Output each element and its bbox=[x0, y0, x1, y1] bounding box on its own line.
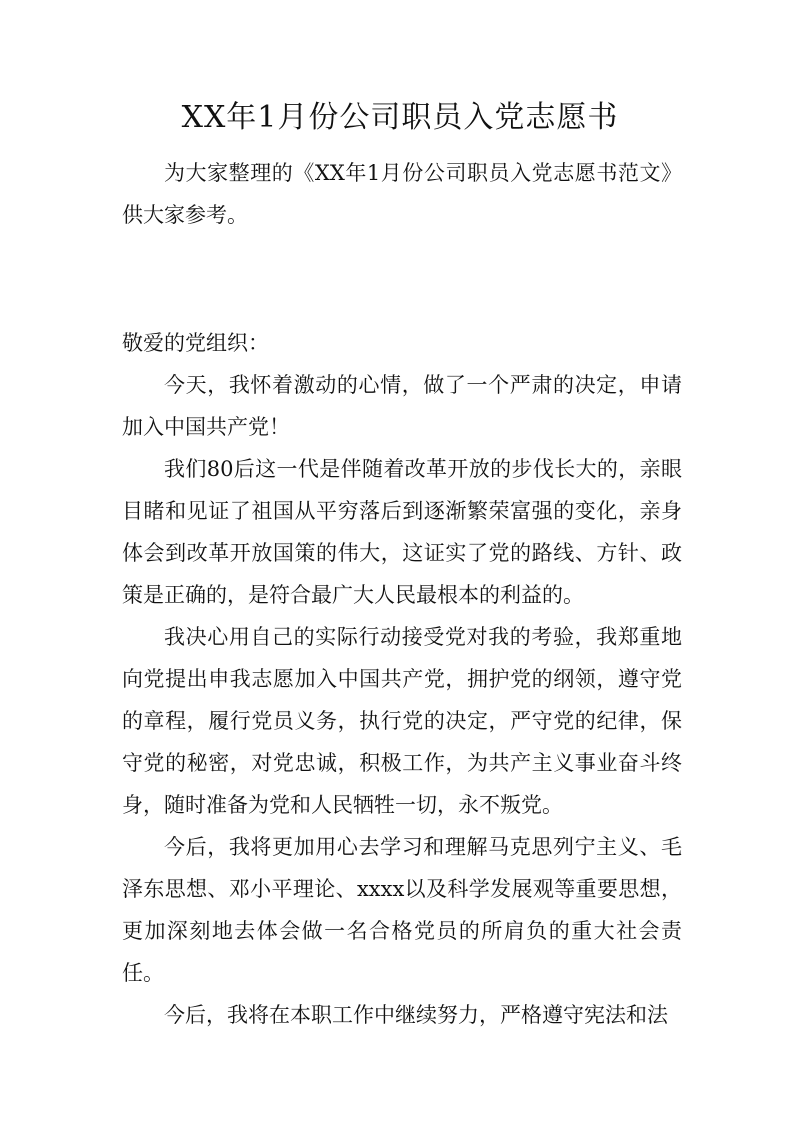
body-paragraph-5: 今后，我将在本职工作中继续努力，严格遵守宪法和法 bbox=[164, 1003, 668, 1027]
body-paragraph-4: 今后，我将更加用心去学习和理解马克思列宁主义、毛泽东思想、邓小平理论、xxxx以及科学发展观等重要思想，更加深刻地去体会做一名合格党员的所肩负的重大社会责任。 bbox=[122, 835, 682, 985]
body-paragraph-1: 今天，我怀着激动的心情，做了一个严肃的决定，申请加入中国共产党！ bbox=[122, 373, 682, 439]
body-paragraph-3: 我决心用自己的实际行动接受党对我的考验，我郑重地向党提出申我志愿加入中国共产党，拥护党的纲领，遵守党的章程，履行党员义务，执行党的决定，严守党的纪律，保守党的秘密，对党忠诚，积极工作，为共产主义事业奋斗终身，随时准备为党和人民牺牲一切，永不叛党。 bbox=[122, 625, 682, 817]
body-paragraph-2: 我们80后这一代是伴随着改革开放的步伐长大的，亲眼目睹和见证了祖国从平穷落后到逐渐繁荣富强的变化，亲身体会到改革开放国策的伟大，这证实了党的路线、方针、政策是正确的，是符合最广大人民最根本的利益的。 bbox=[122, 457, 682, 607]
intro-paragraph: 为大家整理的《XX年1月份公司职员入党志愿书范文》供大家参考。 bbox=[122, 161, 682, 227]
document-title: XX年1月份公司职员入党志愿书 bbox=[181, 100, 619, 135]
salutation: 敬爱的党组织： bbox=[122, 331, 269, 355]
